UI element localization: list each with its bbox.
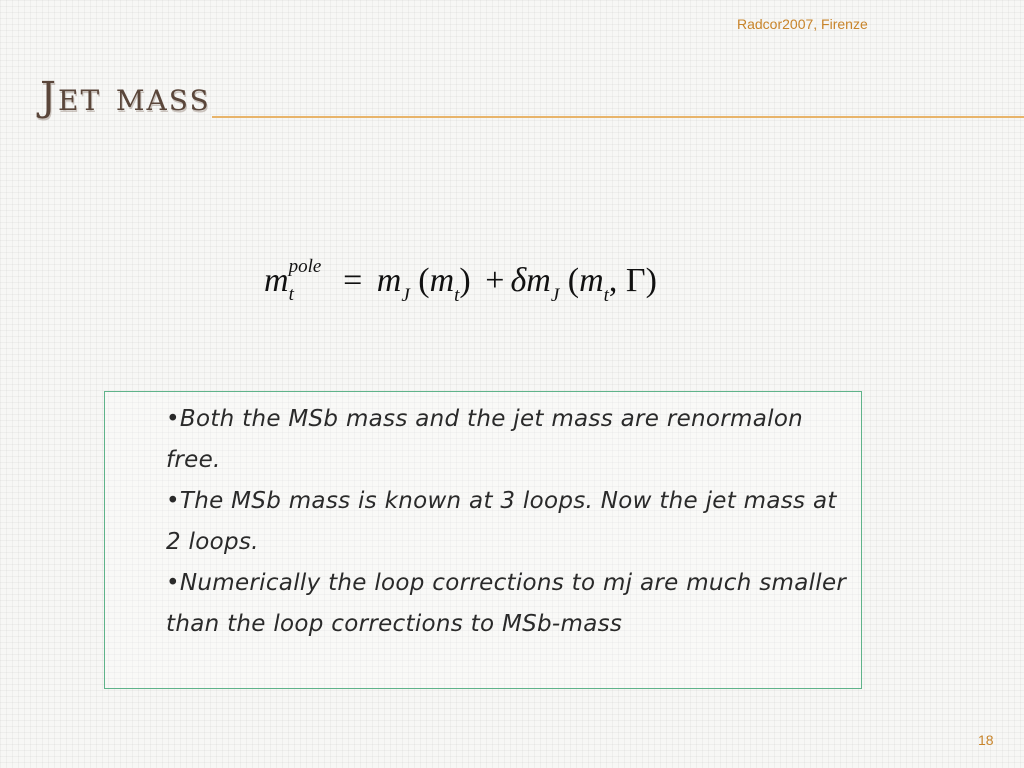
equation-lhs-base: m (264, 262, 289, 299)
equation-arg2-m: m (579, 262, 604, 299)
bullet-text: Numerically the loop corrections to mj are much smaller than the loop corrections to MSb-mass (166, 570, 847, 637)
equation-arg2-open: ( (567, 262, 580, 299)
equation-m1: m (376, 262, 402, 299)
equation (264, 256, 657, 307)
bullet-item (166, 481, 856, 563)
equation-arg1-m: m (429, 262, 455, 299)
equation-arg1-sub: t (454, 285, 460, 306)
equation-comma: , (608, 262, 618, 299)
equation-m2-sub: J (550, 285, 560, 306)
equation-arg1-close: ) (459, 262, 471, 299)
header-note: Radcor2007, Firenze (737, 16, 868, 32)
title-divider (212, 116, 1024, 118)
bullet-text: Both the MSb mass and the jet mass are renormalon free. (166, 406, 804, 473)
bullet-item (166, 563, 856, 645)
bullet-mark: • (166, 570, 180, 596)
equation-arg2-sub: t (603, 285, 609, 306)
bullet-list (166, 399, 856, 645)
equation-plus: + (485, 262, 505, 299)
slide-title: Jet mass (40, 74, 211, 120)
page-number: 18 (978, 732, 994, 748)
equation-lhs-scripts (288, 256, 329, 305)
equation-lhs-sup: pole (288, 256, 322, 277)
bullet-mark: • (166, 488, 180, 514)
bullet-text: The MSb mass is known at 3 loops. Now the jet mass at 2 loops. (166, 488, 837, 555)
equation-arg2-close: ) (645, 262, 657, 299)
equation-equals: = (343, 262, 363, 299)
equation-arg1-open: ( (418, 262, 430, 299)
equation-delta: δ (510, 262, 527, 299)
equation-lhs-sub: t (288, 284, 294, 305)
bullet-mark: • (166, 406, 180, 432)
bullet-item (166, 399, 856, 481)
equation-gamma: Γ (625, 262, 646, 299)
equation-m1-sub: J (401, 285, 410, 306)
equation-m2: m (526, 262, 551, 299)
